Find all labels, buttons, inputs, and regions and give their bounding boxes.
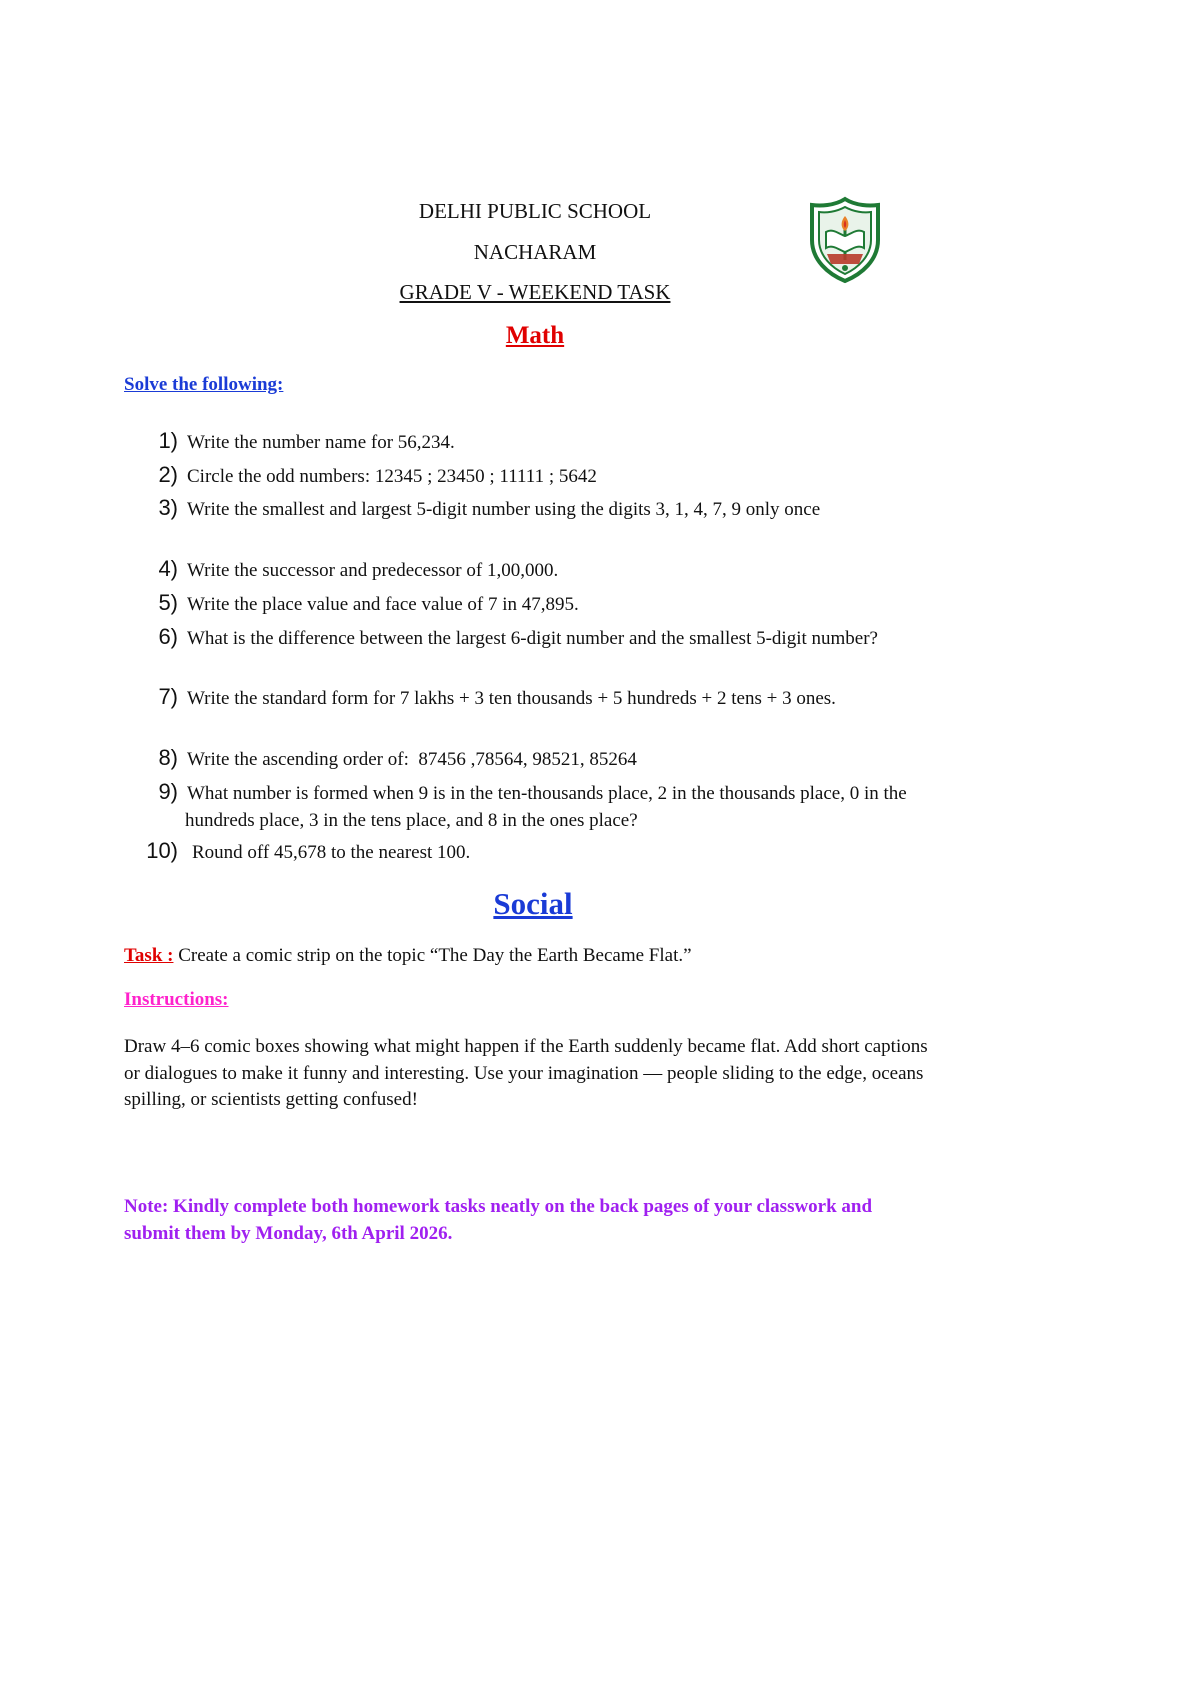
school-name: DELHI PUBLIC SCHOOL	[418, 199, 652, 223]
question-number: 9)	[158, 779, 178, 804]
solve-instruction-label: Solve the following:	[124, 374, 284, 395]
submission-note: Note: Kindly complete both homework tasks neatly on the back pages of your classwork and submit them by Monday, 6th April 2026.	[124, 1196, 873, 1244]
social-task	[124, 943, 692, 969]
question-number: 6)	[158, 624, 178, 649]
question-number: 10)	[146, 838, 178, 863]
question-number: 1)	[158, 428, 178, 453]
question-text: What is the difference between the largest 6-digit number and the smallest 5-digit number?	[187, 628, 878, 649]
question-number: 5)	[158, 590, 178, 615]
question-number: 2)	[158, 462, 178, 487]
question-text: Write the place value and face value of 7 in 47,895.	[187, 594, 579, 615]
question-text: Write the number name for 56,234.	[187, 432, 455, 453]
math-section-title: Math	[505, 322, 565, 349]
question-number: 3)	[158, 495, 178, 520]
task-text: Create a comic strip on the topic “The Day the Earth Became Flat.”	[173, 945, 692, 966]
task-title: GRADE V - WEEKEND TASK	[399, 280, 671, 304]
question-number: 7)	[158, 684, 178, 709]
question-text: Write the successor and predecessor of 1,00,000.	[187, 560, 559, 581]
question-text: Circle the odd numbers: 12345 ; 23450 ; 11111 ; 5642	[187, 466, 597, 487]
instructions-text: Draw 4–6 comic boxes showing what might happen if the Earth suddenly became flat. Add short captions or dialogues to make it funny and interesting. Use your imagination — people sliding to the edge, oceans spilling, or scientists getting confused!	[124, 1036, 928, 1110]
question-text: Write the standard form for 7 lakhs + 3 ten thousands + 5 hundreds + 2 tens + 3 ones.	[187, 688, 836, 709]
question-number: 8)	[158, 745, 178, 770]
campus-name: NACHARAM	[473, 240, 597, 264]
question-text: Round off 45,678 to the nearest 100.	[192, 842, 471, 863]
school-crest-icon	[806, 196, 884, 284]
question-text: Write the smallest and largest 5-digit number using the digits 3, 1, 4, 7, 9 only once	[187, 499, 821, 520]
task-label: Task :	[124, 945, 174, 966]
social-section-title: Social	[493, 886, 573, 921]
question-number: 4)	[158, 556, 178, 581]
instructions-label: Instructions:	[124, 989, 229, 1010]
question-text: Write the ascending order of: 87456 ,78564, 98521, 85264	[187, 749, 637, 770]
question-text: What number is formed when 9 is in the ten-thousands place, 2 in the thousands place, 0 in the hundreds place, 3 in the tens place, and 8 in the ones place?	[185, 783, 907, 831]
